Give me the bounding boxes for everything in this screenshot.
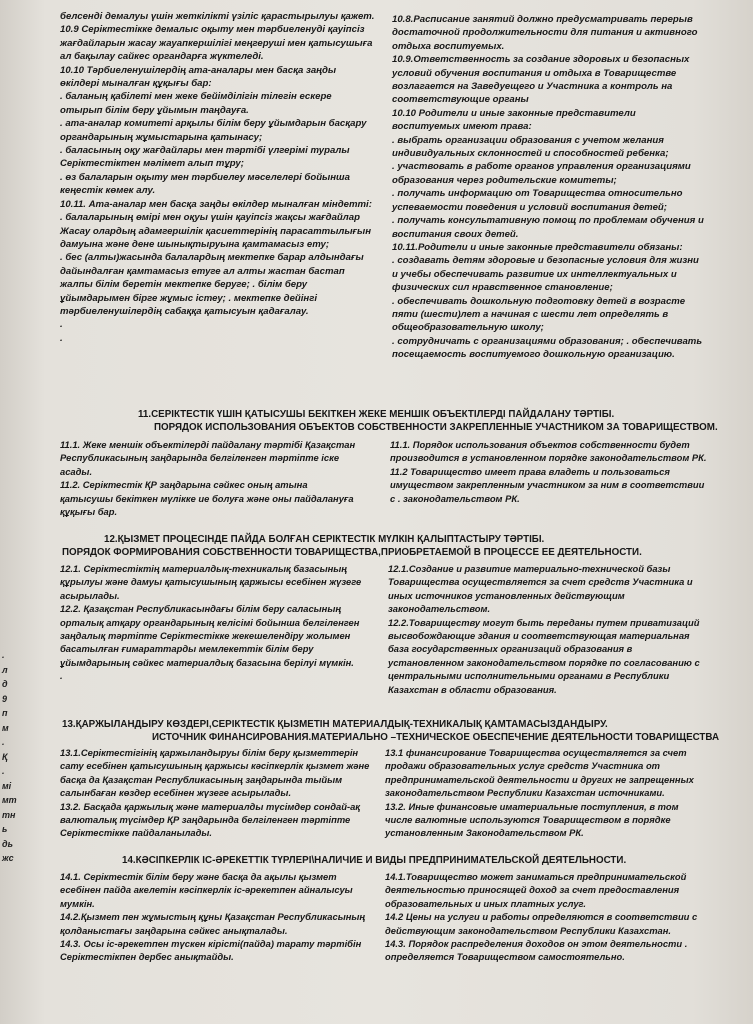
list-item: . бес (алты)жасында балалардың мектепке барар алдындағы дайындалған қамтамасыз етуге ал алты жастан бастап жалпы білім беретін мектепке беруге; . білім беру ұйымдарымен бірге жұмыс істеу; . мектепке дейінгі тәрбиеленушілердің сабаққа қатысуын қадағалау. <box>60 252 364 317</box>
paragraph: 10.10 Родители и иные законные представители воспитуемых имеют права: <box>392 107 636 133</box>
paragraph: 14.3. Осы іс-әрекетпен түскен кірісті(пайда) тарату тәртібін Серіктестікпен дербес анықтайды. <box>60 938 362 963</box>
list-item: . получать консультативную помощ по проблемам обучения и воспитания своих детей. <box>392 215 704 240</box>
section-14-russian-column <box>385 870 705 964</box>
paragraph: 14.3. Порядок распределения доходов он этом деятельности . определяется Товариществом самостоятельно. <box>385 938 688 963</box>
margin-mark: жс <box>2 853 14 863</box>
paragraph: 11.2. Серіктестік ҚР заңдарына сәйкес оның атына қатысушы бекіткен мүлікке ие болуға және оны пайдалануға құқығы бар. <box>60 479 354 518</box>
paragraph: 10.9 Серіктестікке демалыс оқыту мен тәрбиеленуді қауіпсіз жағдайларын жасау жауапкершілігі меңгеруші мен қатысушыға ал бақылау сайкес органдарға жүктеледі. <box>60 24 373 63</box>
paragraph: 14.2.Қызмет пен жұмыстың құны Қазақстан Республикасының қолданыстағы заңдарына сәйкес анықталады. <box>60 911 366 936</box>
paragraph: 13.1 финансирование Товарищества осуществляется за счет продажи образовательных услуг средств Участника от предпринимательской деятельности и других не запрещенных законодательством Республики Казахстан источниками. <box>385 747 694 799</box>
paragraph: 13.2. Басқада қаржылық және материалды түсімдер сондай-ақ валюталық түсімдер ҚР заңдарында белгіленген тәртіпте Серіктестікке пайдаланылады. <box>60 800 361 839</box>
margin-mark: . <box>2 650 5 660</box>
section-11-title-kazakh: 11.СЕРІКТЕСТІК ҮШІН ҚАТЫСУШЫ БЕКІТКЕН ЖЕКЕ МЕНШІК ОБЪЕКТІЛЕРДІ ПАЙДАЛАНУ ТӘРТІБІ. <box>138 409 615 420</box>
section-11-title-russian: ПОРЯДОК ИСПОЛЬЗОВАНИЯ ОБЪЕКТОВ СОБСТВЕННОСТИ ЗАКРЕПЛЕННЫЕ УЧАСТНИКОМ ЗА ТОВАРИЩЕСТВОМ. <box>154 422 718 433</box>
paragraph: 10.9.Ответственность за создание здоровых и безопасных условий обучения воспитания и отдыха в Товариществе возлагается на Заведуещего и Участника а контроль на соответствующие органы <box>392 54 690 106</box>
section-11-kazakh-column <box>60 438 360 518</box>
margin-mark: Қ <box>2 751 8 762</box>
paragraph: 12.2.Товариществу могут быть переданы путем приватизаций высвобождающие здания и соответствующая материальная база государственных организаций образования в установленном законодательством порядке по согласованию с центральными исполнительными органами в Республики Казахстан в области образования. <box>388 616 700 695</box>
paragraph: 14.1. Серіктестік білім беру және басқа да ақылы қызмет есебінен пайда акелетін кәсіпкерлік іс-әрекетпен айналысуы мумкін. <box>60 871 353 909</box>
list-item: . получать информацию от Товарищества относительно успеваемости поведения и условий воспитания детей; <box>392 188 683 213</box>
section-14-kazakh-column <box>60 870 370 964</box>
left-margin-marks <box>2 648 16 866</box>
paragraph: 13.2. Иные финансовые иматериальные поступления, в том числе валютные используются Товариществом в порядке установленным Законодательством РК. <box>385 800 679 839</box>
paragraph: 13.1.Серіктестігінің қаржыландыруы білім беру қызметтерін сату есебінен қатысушының қаржысы кәсіпкерлік қызмет және басқа да Қазақстан Республикасының заңдарында тыйым салынбаған көздер есебінен жүзеге асырылады. <box>60 747 370 799</box>
list-item: . участвовать в работе органов управления организациями образования через родительские комитеты; <box>392 161 691 186</box>
bullet-mark: . <box>60 319 63 331</box>
margin-mark: ь <box>2 824 8 834</box>
list-item: . обеспечивать дошкольную подготовку детей в возрасте пяти (шести)лет а начиная с шести лет определять в общеобразовательную школу; <box>392 295 686 334</box>
paragraph: 10.10 Тәрбиеленушілердің ата-аналары мен басқа заңды өкілдері мыналған құқығы бар: <box>60 64 337 90</box>
paragraph: белсенді демалуы үшін жеткілікті үзіліс қарастырылуы қажет. <box>60 11 375 22</box>
margin-mark: мі <box>2 780 12 791</box>
margin-mark: л <box>2 664 8 675</box>
paragraph: 10.11.Родители и иные законные представители обязаны: <box>392 241 683 253</box>
section-13-kazakh-column <box>60 746 370 840</box>
list-item: . баласының оқу жағдайлары мен тәртібі үлгерімі туралы Серіктестіктен мәлімет алып тұру; <box>60 145 350 170</box>
section-11-russian-column <box>390 438 710 505</box>
paragraph: 14.1.Товарищество может заниматься предпринимательской деятельностью приносящей доход за счет предоставления образовательных и иных платных услуг. <box>385 871 687 909</box>
margin-mark: тн <box>2 809 16 820</box>
paragraph: 12.2. Қазақстан Республикасындағы білім беру саласының орталық атқару органдарының келісімі бойынша белгіленген заңдалық тәртіпте Серіктестікке жекешелендіру жолымен басатылған ғимараттарды мемлекеттік білім беру ұйымдарының сәйкес материалдық базасына берілуі мүмкін. <box>60 603 360 668</box>
section-10-russian-column <box>392 13 704 362</box>
paragraph: 11.1. Порядок использования объектов собственности будет производится в установленном порядке законодательством РК. <box>390 439 707 464</box>
section-14-title: 14.КӘСІПКЕРЛІК ІС-ӘРЕКЕТТІК ТҮРЛЕРІ\НАЛИЧИЕ И ВИДЫ ПРЕДПРИНИМАТЕЛЬСКОЙ ДЕЯТЕЛЬНОСТИ. <box>122 855 627 866</box>
list-item: . өз балаларын оқыту мен тәрбиелеу мәселелері бойынша кеңестік көмек алу. <box>60 171 350 197</box>
list-item: . сотрудничать с организациями образования; . обеспечивать посещаемость воспитуемого дошкольную организацию. <box>392 335 703 361</box>
paragraph: 14.2 Цены на услуги и работы определяются в соответствии с действующим законодательством Республики Казахстан. <box>385 911 698 936</box>
paragraph: 12.1.Создание и развитие материально-технической базы Товарищества осуществляется за счет средств Участника и иных источников установленных действующим законодательством. <box>388 563 693 615</box>
paragraph: 12.1. Серіктестіктің материалдық-техникалық базасының құрылуы және дамуы қатысушының қаржысы есебінен жүзеге асырылады. <box>60 563 362 601</box>
section-10-kazakh-column <box>60 10 375 345</box>
bullet-mark: . <box>60 670 63 682</box>
paragraph: 10.8.Расписание занятий должно предусматривать перерыв достаточной продолжительности для питания и активного отдыха воспитуемых. <box>392 14 698 52</box>
bullet-mark: . <box>60 332 63 344</box>
section-13-russian-column <box>385 746 705 840</box>
list-item: . баланың қабілеті мен жеке бейімділігін тілегін ескере отырып білім беру ұйымын таңдауға. <box>60 91 332 116</box>
margin-mark: д <box>2 679 8 689</box>
margin-mark: дь <box>2 838 13 849</box>
margin-mark: . <box>2 766 5 776</box>
list-item: . ата-аналар комитеті арқылы білім беру ұйымдарын басқару органдарының жұмыстарына қатынасу; <box>60 118 367 143</box>
paragraph: 10.11. Ата-аналар мен басқа заңды өкілдер мыналған міндетті: <box>60 198 372 210</box>
paragraph: 11.1. Жеке меншік объектілерді пайдалану тәртібі Қазақстан Республикасының заңдарында белгіленген тәртіпте іске асады. <box>60 439 356 477</box>
margin-mark: . <box>2 737 5 747</box>
section-12-title-kazakh: 12.ҚЫЗМЕТ ПРОЦЕСІНДЕ ПАЙДА БОЛҒАН СЕРІКТЕСТІК МҮЛКІН ҚАЛЫПТАСТЫРУ ТӘРТІБІ. <box>104 534 545 545</box>
margin-mark: 9 <box>2 693 8 704</box>
section-12-title-russian: ПОРЯДОК ФОРМИРОВАНИЯ СОБСТВЕННОСТИ ТОВАРИЩЕСТВА,ПРИОБРЕТАЕМОЙ В ПРОЦЕССЕ ЕЕ ДЕЯТЕЛЬНОСТИ. <box>62 547 642 558</box>
margin-mark: мт <box>2 795 17 805</box>
paragraph: 11.2 Товарищество имеет права владеть и пользоваться имуществом закрепленным участником за ним в соответствии с . законодательством РК. <box>390 465 705 504</box>
section-12-russian-column <box>388 562 704 696</box>
section-13-title-kazakh: 13.ҚАРЖЫЛАНДЫРУ КӨЗДЕРІ,СЕРІКТЕСТІК ҚЫЗМЕТІН МАТЕРИАЛДЫҚ-ТЕХНИКАЛЫҚ ҚАМТАМАСЫЗДАНДЫРУ. <box>62 719 608 730</box>
section-12-kazakh-column <box>60 562 372 683</box>
list-item: . балаларының өмірі мен оқуы үшін қауіпсіз жақсы жағдайлар Жасау олардың адамгершілік қасиеттерінің парасаттылығын дамуына және дене шынықтыруына қамтамасыз ету; <box>60 212 372 250</box>
section-13-title-russian: ИСТОЧНИК ФИНАНСИРОВАНИЯ.МАТЕРИАЛЬНО –ТЕХНИЧЕСКОЕ ОБЕСПЕЧЕНИЕ ДЕЯТЕЛЬНОСТИ ТОВАРИЩЕСТВА <box>152 732 720 743</box>
list-item: . создавать детям здоровые и безопасные условия для жизни и учебы обеспечивать развитие их интеллектуальных и физических сил нравственное становление; <box>392 255 699 294</box>
list-item: . выбрать организации образования с учетом желания индивидуальных склонностей и способностей ребенка; <box>392 134 669 160</box>
margin-mark: м <box>2 722 9 733</box>
margin-mark: п <box>2 708 8 718</box>
